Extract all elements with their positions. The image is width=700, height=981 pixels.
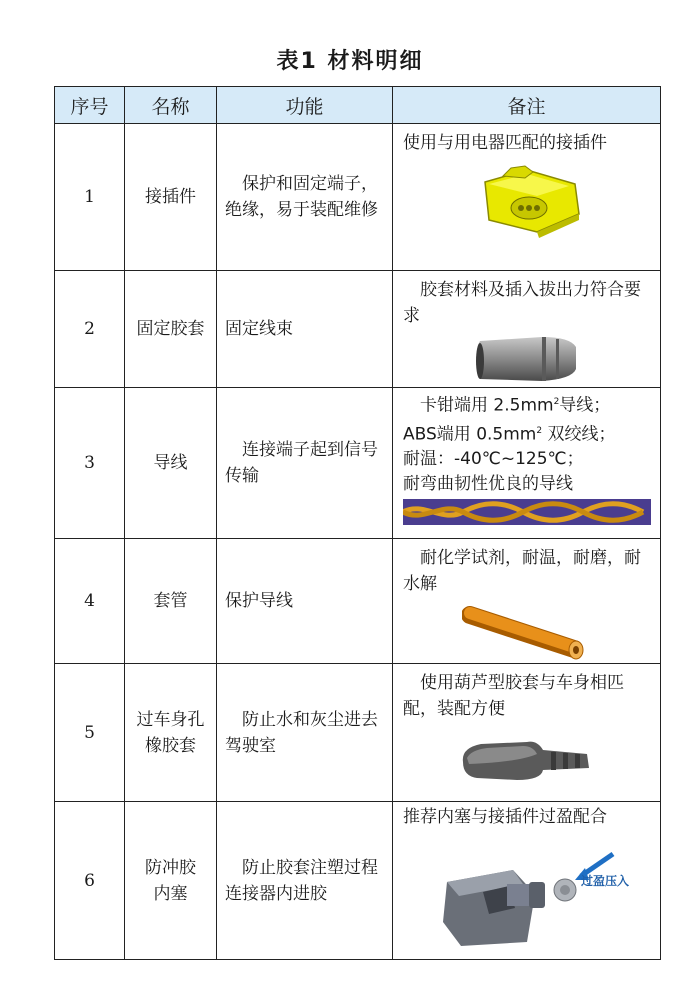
note-text: 使用葫芦型胶套与车身相匹配，装配方便 — [403, 673, 624, 719]
note-line: ABS端用 $0.5mm^2$ 双绞线； — [403, 424, 616, 445]
cell-seq: 1 — [55, 124, 125, 271]
twisted-wire-image — [403, 499, 651, 525]
cell-function — [217, 539, 393, 664]
press-fit-label: 过盈压入 — [581, 874, 630, 888]
cell-note — [393, 388, 661, 539]
cell-seq: 4 — [55, 539, 125, 664]
grommet-image — [457, 728, 597, 784]
function-text: 防止胶套注塑过程连接器内进胶 — [225, 857, 378, 904]
cell-seq: 5 — [55, 664, 125, 802]
header-row — [55, 87, 661, 124]
function-text: 保护和固定端子，绝缘，易于装配维修 — [225, 174, 378, 220]
orange-tube-image — [462, 603, 592, 663]
note-text: 推荐内塞与接插件过盈配合 — [403, 807, 607, 827]
yellow-connector-image — [467, 162, 587, 244]
note-text: 胶套材料及插入拔出力符合要求 — [403, 280, 641, 326]
cell-function — [217, 664, 393, 802]
cell-seq: 2 — [55, 271, 125, 388]
table-row — [55, 124, 661, 271]
grey-rubber-sleeve-image — [472, 331, 582, 387]
connector-with-plug-figure — [403, 832, 651, 952]
cell-note — [393, 124, 661, 271]
cell-function — [217, 802, 393, 960]
note-text: 使用与用电器匹配的接插件 — [403, 133, 607, 153]
cell-function — [217, 388, 393, 539]
cell-note — [393, 664, 661, 802]
cell-note — [393, 271, 661, 388]
cell-note — [393, 802, 661, 960]
function-text: 防止水和灰尘进去驾驶室 — [225, 709, 378, 756]
function-text: 固定线束 — [225, 319, 293, 339]
header-seq: 序号 — [55, 87, 125, 124]
cell-seq: 6 — [55, 802, 125, 960]
table-row — [55, 664, 661, 802]
cell-name: 防冲胶内塞 — [125, 802, 217, 960]
cell-name: 接插件 — [125, 124, 217, 271]
table-row — [55, 271, 661, 388]
cell-function — [217, 124, 393, 271]
note-line: 卡钳端用 $2.5mm^2$导线； — [420, 395, 611, 416]
header-note: 备注 — [393, 87, 661, 124]
function-text: 连接端子起到信号传输 — [225, 440, 378, 486]
materials-table — [54, 86, 661, 960]
cell-function — [217, 271, 393, 388]
cell-name: 固定胶套 — [125, 271, 217, 388]
cell-name: 导线 — [125, 388, 217, 539]
table-row — [55, 539, 661, 664]
cell-seq: 3 — [55, 388, 125, 539]
header-function: 功能 — [217, 87, 393, 124]
table-row — [55, 802, 661, 960]
table-title: 表1 材料明细 — [276, 49, 424, 74]
function-text: 保护导线 — [225, 591, 293, 611]
note-line: 耐弯曲韧性优良的导线 — [403, 474, 573, 495]
header-name: 名称 — [125, 87, 217, 124]
cell-note — [393, 539, 661, 664]
note-line: 耐温：-40℃~125℃； — [403, 449, 584, 470]
note-text: 耐化学试剂，耐温，耐磨，耐水解 — [403, 548, 641, 594]
table-row — [55, 388, 661, 539]
cell-name: 套管 — [125, 539, 217, 664]
cell-name: 过车身孔橡胶套 — [125, 664, 217, 802]
